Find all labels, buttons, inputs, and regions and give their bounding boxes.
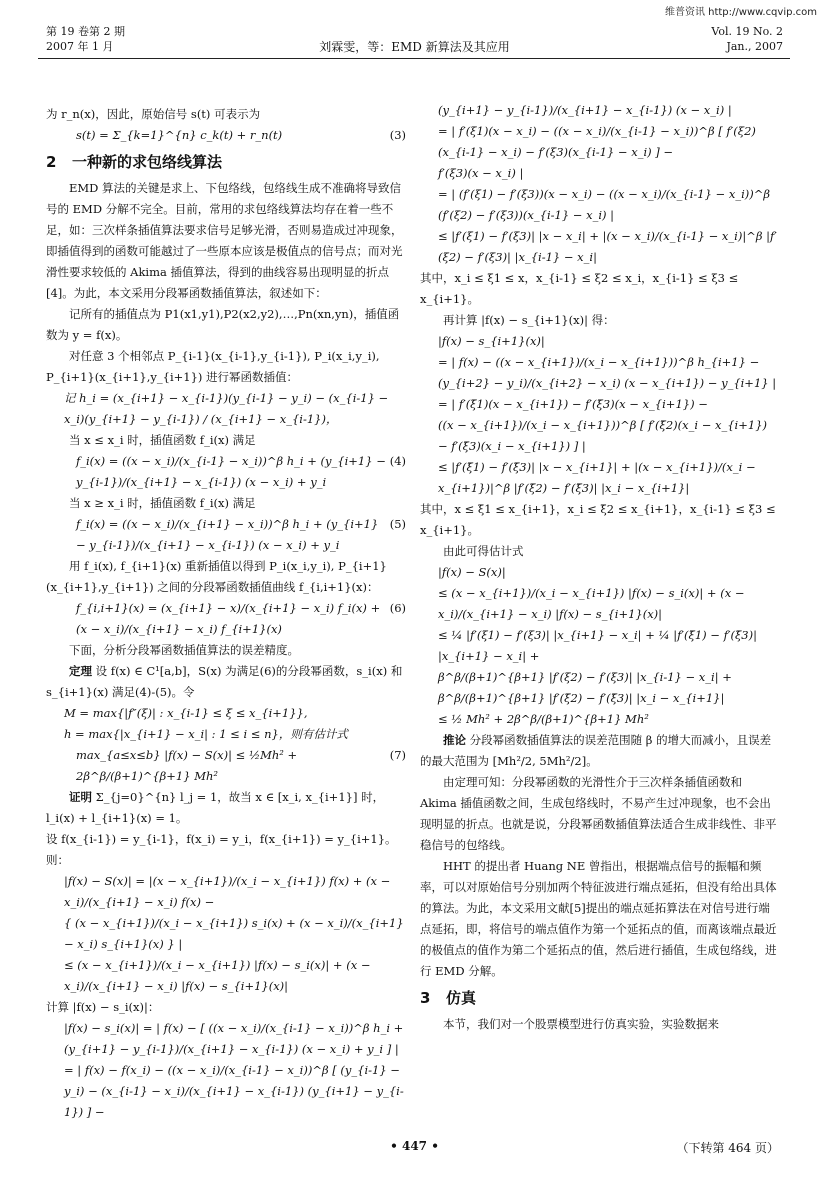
derivation-line-r1: (y_{i+1} − y_{i-1})/(x_{i+1} − x_{i-1}) (x − x_i) | (438, 103, 732, 117)
paragraph-emd-envelope: EMD 算法的关键是求上、下包络线，包络线生成不准确将导致信号的 EMD 分解不完全。目前，常用的求包络线算法均存在着一些不足，如：三次样条插值算法要求信号足够光滑，否则易造成过冲现象，即插值得到的函数可能越过了一些原本应该是极值点的信号点；而对光滑性要求较低的 Akima 插值算法，得到的曲线容易出现明显的折点[4]。为此，本文采用分段幂函数插值算法，叙述如下： (46, 181, 403, 300)
derivation-line-r12: ≤ (x − x_{i+1})/(x_i − x_{i+1}) |f(x) − s_i(x)| + (x − x_i)/(x_{i+1} − x_i) |f(x) − s_{i+1}(x)| (438, 586, 745, 621)
header-date-cn: 2007 年 1 月 (46, 40, 114, 53)
theorem (46, 661, 406, 703)
header-rule (38, 58, 790, 59)
derivation-line-r13: ≤ ¼ |f′(ξ1) − f′(ξ3)| |x_{i+1} − x_i| + ¼ |f′(ξ̄1) − f′(ξ̄3)| |x_{i+1} − x_i| + (438, 628, 757, 663)
derivation-line-r15: β^β/(β+1)^{β+1} |f′(ξ̄2) − f′(ξ̄3)| |x_i − x_{i+1}| (438, 691, 725, 705)
header-date-en: Jan., 2007 (726, 40, 783, 53)
case-left: 当 x ≤ x_i 时，插值函数 f_i(x) 满足 (69, 433, 256, 447)
intro-text: 为 r_n(x)，因此，原始信号 s(t) 可表示为 (46, 107, 261, 121)
derivation-line-r10: ≤ |f′(ξ̄1) − f′(ξ̄3)| |x − x_{i+1}| + |(x − x_{i+1})/(x_i − x_{i+1})|^β |f′(ξ̄2) − f′(ξ̄3)| |x_i − x_{i+1}| (438, 460, 756, 495)
equation-4 (46, 451, 406, 493)
formula-h-max: h = max{|x_{i+1} − x_i| : 1 ≤ i ≤ n}，则有估计式 (64, 727, 348, 741)
corollary-text: 分段幂函数插值算法的误差范围随 β 的增大而减小，且误差的最大范围为 [Mh²/2, 5Mh²/2]。 (420, 733, 772, 768)
equation-5-number: (5) (389, 517, 406, 531)
header-volume-en: Vol. 19 No. 2 (711, 25, 783, 38)
paragraph-simulation: 本节，我们对一个股票模型进行仿真实验，实验数据来 (443, 1017, 719, 1031)
estimate-text: 由此可得估计式 (443, 544, 524, 558)
header-volume-cn: 第 19 卷第 2 期 (46, 25, 125, 38)
where-text-1: 其中，x_i ≤ ξ1 ≤ x，x_{i-1} ≤ ξ2 ≤ x_i，x_{i-1} ≤ ξ3 ≤ x_{i+1}。 (420, 271, 739, 306)
section-3-number: 3 (420, 989, 431, 1007)
equation-5-body: f_i(x) = ((x − x_i)/(x_{i+1} − x_i))^β h_i + (y_{i+1} − y_{i-1})/(x_{i+1} − x_{i-1}) (x − x_i) + y_i (76, 517, 379, 552)
equation-4-body: f_i(x) = ((x − x_i)/(x_{i-1} − x_i))^β h_i + (y_{i+1} − y_{i-1})/(x_{i+1} − x_{i-1}) (x − x_i) + y_i (76, 454, 386, 489)
case-right: 当 x ≥ x_i 时，插值函数 f_i(x) 满足 (69, 496, 256, 510)
equation-3-body: s(t) = Σ_{k=1}^{n} c_k(t) + r_n(t) (76, 128, 283, 142)
derivation-line-r16: ≤ ½ Mh² + 2β^β/(β+1)^{β+1} Mh² (438, 712, 649, 726)
paragraph-three-points: 对任意 3 个相邻点 P_{i-1}(x_{i-1},y_{i-1}), P_i(x_i,y_i), P_{i+1}(x_{i+1},y_{i+1}) 进行幂函数插值： (46, 349, 380, 384)
watermark: 维普资讯 http://www.cqvip.com (664, 7, 817, 18)
calc-si1-text: 再计算 |f(x) − s_{i+1}(x)| 得： (443, 313, 615, 327)
equation-6 (46, 598, 406, 640)
derivation-line-r6: |f(x) − s_{i+1}(x)| (438, 334, 545, 348)
derivation-line-r2: = | f′(ξ1)(x − x_i) − ((x − x_i)/(x_{i-1} − x_i))^β [ f′(ξ2)(x_{i-1} − x_i) − f′(ξ3)(x_{i-1} − x_i) ] − (438, 124, 756, 159)
derivation-line-r8: = | f′(ξ̄1)(x − x_{i+1}) − f′(ξ̄3)(x − x_{i+1}) − (438, 397, 708, 411)
equation-6-number: (6) (389, 601, 406, 615)
paragraph-reinterp: 用 f_i(x), f_{i+1}(x) 重新插值以得到 P_i(x_i,y_i), P_{i+1}(x_{i+1},y_{i+1}) 之间的分段幂函数插值曲线 f_{i,i+1}(x)： (46, 559, 387, 594)
equation-3 (46, 125, 406, 146)
section-2-title: 一种新的求包络线算法 (72, 153, 223, 171)
proof-text: Σ_{j=0}^{n} l_j = 1，故当 x ∈ [x_i, x_{i+1}] 时，l_i(x) + l_{i+1}(x) = 1。 (46, 790, 385, 825)
theorem-text: 设 f(x) ∈ C¹[a,b]，S(x) 为满足(6)的分段幂函数，s_i(x) 和 s_{i+1}(x) 满足(4)-(5)。令 (46, 664, 403, 699)
derivation-line-3: ≤ (x − x_{i+1})/(x_i − x_{i+1}) |f(x) − s_i(x)| + (x − x_i)/(x_{i+1} − x_i) |f(x) − s_{i+1}(x)| (64, 958, 371, 993)
equation-7-number: (7) (389, 748, 406, 762)
derivation-line-4: |f(x) − s_i(x)| = | f(x) − [ ((x − x_i)/(x_{i-1} − x_i))^β h_i + (y_{i+1} − y_{i-1})/(x_{i+1} − x_{i-1}) (x − x_i) + y_i ] | (64, 1021, 404, 1056)
derivation-line-r5: ≤ |f′(ξ1) − f′(ξ3)| |x − x_i| + |(x − x_i)/(x_{i-1} − x_i)|^β |f′(ξ2) − f′(ξ3)| |x_{i-1} − x_i| (438, 229, 777, 264)
left-column (46, 104, 406, 1123)
section-2-heading (46, 150, 406, 174)
derivation-line-r3: f′(ξ3)(x − x_i) | (438, 166, 524, 180)
derivation-line-r4: = | (f′(ξ1) − f′(ξ3))(x − x_i) − ((x − x_i)/(x_{i-1} − x_i))^β (f′(ξ2) − f′(ξ3))(x_{i-1} − x_i) | (438, 187, 771, 222)
derivation-line-r9: ((x − x_{i+1})/(x_i − x_{i+1}))^β [ f′(ξ̄2)(x_i − x_{i+1}) − f′(ξ̄3)(x_i − x_{i+1}) ] | (438, 418, 767, 453)
page-number: • 447 • (390, 1139, 439, 1153)
paragraph-interp-points: 记所有的插值点为 P1(x1,y1),P2(x2,y2),…,Pn(xn,yn)，插值函数为 y = f(x)。 (46, 307, 400, 342)
set-values-text: 设 f(x_{i-1}) = y_{i-1}，f(x_i) = y_i，f(x_{i+1}) = y_{i+1}。则： (46, 832, 397, 867)
equation-5 (46, 514, 406, 556)
section-3-heading (420, 986, 780, 1010)
running-title: 刘霖雯，等：EMD 新算法及其应用 (319, 40, 510, 54)
corollary-label: 推论 (443, 733, 466, 747)
derivation-line-2: { (x − x_{i+1})/(x_i − x_{i+1}) s_i(x) + (x − x_i)/(x_{i+1} − x_i) s_{i+1}(x) } | (64, 916, 404, 951)
proof (46, 787, 406, 829)
equation-7 (46, 745, 406, 787)
where-text-2: 其中，x ≤ ξ̄1 ≤ x_{i+1}，x_i ≤ ξ̄2 ≤ x_{i+1}，x_{i-1} ≤ ξ̄3 ≤ x_{i+1}。 (420, 502, 776, 537)
paragraph-definition: 由定理可知：分段幂函数的光滑性介于三次样条插值函数和 Akima 插值函数之间，生成包络线时，不易产生过冲现象，也不会出现明显的折点。也就是说，分段幂函数插值算法适合生成非线性、非平稳信号的包络线。 (420, 775, 777, 852)
formula-m-def: M = max{|f″(ξ)| : x_{i-1} ≤ ξ ≤ x_{i+1}}, (64, 706, 308, 720)
corollary (420, 730, 780, 772)
equation-3-number: (3) (389, 128, 406, 142)
calc-si-text: 计算 |f(x) − s_i(x)|： (46, 1000, 160, 1014)
derivation-line-r7: = | f(x) − ((x − x_{i+1})/(x_i − x_{i+1}))^β h_{i+1} − (y_{i+2} − y_i)/(x_{i+2} − x_i) (x − x_{i+1}) − y_{i+1} | (438, 355, 777, 390)
theorem-label: 定理 (69, 664, 92, 678)
equation-4-number: (4) (389, 454, 406, 468)
paragraph-hht: HHT 的提出者 Huang NE 曾指出，根据端点信号的振幅和频率，可以对原始信号分别加两个特征波进行端点延拓，但没有给出具体的算法。为此，本文采用文献[5]提出的端点延拓算法在对信号进行端点延拓，即，将信号的端点值作为第一个延拓点的值，而离该端点最近的极值点的值作为第二个延拓点的值，然后进行插值，生成包络线，进行 EMD 分解。 (420, 859, 777, 978)
section-3-title: 仿真 (446, 989, 477, 1007)
derivation-line-r14: β^β/(β+1)^{β+1} |f′(ξ2) − f′(ξ3)| |x_{i-1} − x_i| + (438, 670, 732, 684)
proof-label: 证明 (69, 790, 92, 804)
equation-7-body: max_{a≤x≤b} |f(x) − S(x)| ≤ ½Mh² + 2β^β/(β+1)^{β+1} Mh² (76, 748, 298, 783)
derivation-line-5: = | f(x) − f(x_i) − ((x − x_i)/(x_{i-1} − x_i))^β [ (y_{i-1} − y_i) − (x_{i-1} − x_i)/(x_{i+1} − x_{i-1}) (y_{i+1} − y_{i-1}) ] − (64, 1063, 404, 1119)
derivation-line-r11: |f(x) − S(x)| (438, 565, 506, 579)
section-2-number: 2 (46, 153, 57, 171)
paragraph-error-intro: 下面，分析分段幂函数插值算法的误差精度。 (69, 643, 299, 657)
continued-note: （下转第 464 页） (676, 1141, 779, 1155)
formula-h-def: 记 h_i = (x_{i+1} − x_{i-1})(y_{i-1} − y_i) − (x_{i-1} − x_i)(y_{i+1} − y_{i-1}) / (x_{i+1} − x_{i-1})， (64, 391, 389, 426)
derivation-line-1: |f(x) − S(x)| = |(x − x_{i+1})/(x_i − x_{i+1}) f(x) + (x − x_i)/(x_{i+1} − x_i) f(x) − (64, 874, 391, 909)
equation-6-body: f_{i,i+1}(x) = (x_{i+1} − x)/(x_{i+1} − x_i) f_i(x) + (x − x_i)/(x_{i+1} − x_i) f_{i+1}(x) (76, 601, 381, 636)
right-column (420, 100, 780, 1035)
